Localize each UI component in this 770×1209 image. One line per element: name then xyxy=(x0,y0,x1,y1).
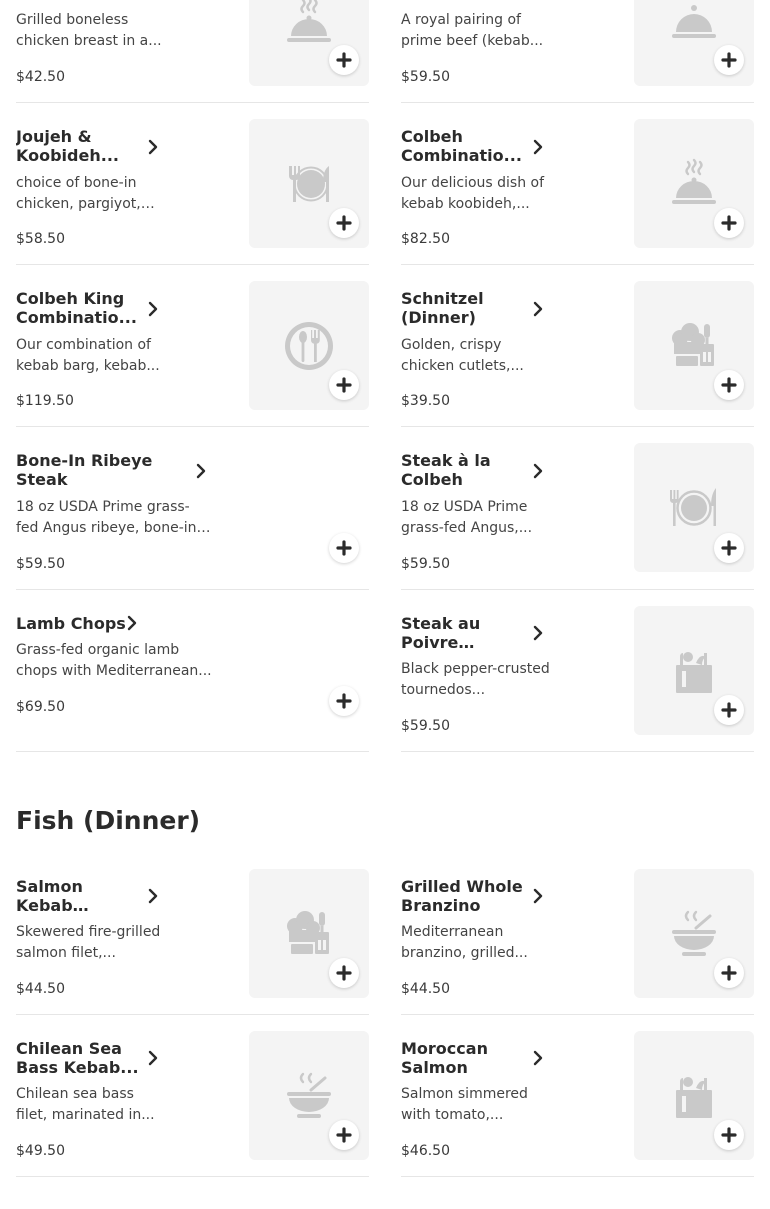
add-to-cart-button[interactable] xyxy=(329,208,359,238)
chevron-right-icon xyxy=(528,1048,548,1068)
item-title: Joujeh & Koobideh... xyxy=(16,127,119,165)
plus-icon xyxy=(336,377,352,393)
item-title: Schnitzel (Dinner) xyxy=(401,289,484,327)
add-to-cart-button[interactable] xyxy=(329,533,359,563)
cloche-icon xyxy=(666,0,722,50)
add-to-cart-button[interactable] xyxy=(329,1120,359,1150)
menu-item-card[interactable] xyxy=(401,1031,754,1177)
chef-hat-icon xyxy=(666,318,722,374)
add-to-cart-button[interactable] xyxy=(329,686,359,716)
plus-icon xyxy=(721,702,737,718)
plus-icon xyxy=(336,1127,352,1143)
item-description: 18 oz USDA Prime grass-fed Angus ribeye, bone-in xyxy=(16,499,197,536)
item-description: Grilled boneless chicken breast in a... xyxy=(16,12,162,49)
menu-item-card[interactable] xyxy=(16,869,369,1015)
item-price: $59.50 xyxy=(401,556,450,572)
chevron-right-icon xyxy=(143,1048,163,1068)
menu-item-card[interactable] xyxy=(16,606,369,752)
menu-item-card[interactable] xyxy=(401,281,754,427)
grocery-bag-icon xyxy=(666,1068,722,1124)
chevron-right-icon xyxy=(143,299,163,319)
menu-item-card[interactable] xyxy=(16,0,369,103)
chevron-right-icon xyxy=(143,886,163,906)
chevron-right-icon xyxy=(528,137,548,157)
menu-item-card[interactable] xyxy=(16,281,369,427)
chevron-right-icon xyxy=(122,613,142,633)
add-to-cart-button[interactable] xyxy=(714,533,744,563)
menu-item-card[interactable] xyxy=(401,606,754,752)
item-description: 18 oz USDA Prime grass-fed Angus,... xyxy=(401,499,533,536)
item-price: $39.50 xyxy=(401,393,450,409)
menu-item-card[interactable] xyxy=(16,443,369,590)
item-description: Salmon simmered with tomato,... xyxy=(401,1086,528,1123)
plus-icon xyxy=(721,1127,737,1143)
item-title: Moroccan Salmon xyxy=(401,1039,488,1077)
add-to-cart-button[interactable] xyxy=(329,45,359,75)
add-to-cart-button[interactable] xyxy=(714,958,744,988)
item-title: Steak au Poivre xyxy=(401,614,481,652)
item-price: $119.50 xyxy=(16,393,74,409)
add-to-cart-button[interactable] xyxy=(329,370,359,400)
menu-item-card[interactable] xyxy=(401,443,754,590)
item-price: $44.50 xyxy=(401,981,450,997)
soup-bowl-icon xyxy=(666,906,722,962)
item-description: Our combination of kebab barg, kebab... xyxy=(16,337,160,374)
soup-bowl-icon xyxy=(281,1068,337,1124)
chevron-right-icon xyxy=(528,461,548,481)
item-title: Salmon Kebab xyxy=(16,877,83,915)
item-price: $49.50 xyxy=(16,1143,65,1159)
chevron-right-icon xyxy=(143,137,163,157)
plus-icon xyxy=(336,693,352,709)
plate-cutlery-icon xyxy=(281,156,337,212)
plus-icon xyxy=(721,215,737,231)
plus-icon xyxy=(721,540,737,556)
item-description: Golden, crispy chicken cutlets,... xyxy=(401,337,524,374)
chevron-right-icon xyxy=(191,461,211,481)
item-title: Colbeh King Combinatio... xyxy=(16,289,137,327)
item-title: Bone-In Ribeye Steak xyxy=(16,451,153,489)
add-to-cart-button[interactable] xyxy=(714,208,744,238)
item-price: $46.50 xyxy=(401,1143,450,1159)
menu-item-card[interactable] xyxy=(401,869,754,1015)
item-price: $42.50 xyxy=(16,69,65,85)
chef-hat-icon xyxy=(281,906,337,962)
grocery-bag-icon xyxy=(666,643,722,699)
add-to-cart-button[interactable] xyxy=(714,45,744,75)
chevron-right-icon xyxy=(528,886,548,906)
add-to-cart-button[interactable] xyxy=(714,370,744,400)
add-to-cart-button[interactable] xyxy=(329,958,359,988)
chevron-right-icon xyxy=(528,299,548,319)
plus-icon xyxy=(721,52,737,68)
plus-icon xyxy=(336,965,352,981)
plus-icon xyxy=(721,965,737,981)
item-description: Chilean sea bass filet, marinated in... xyxy=(16,1086,155,1123)
item-price: $59.50 xyxy=(401,718,450,734)
menu-item-card[interactable] xyxy=(16,1031,369,1177)
add-to-cart-button[interactable] xyxy=(714,1120,744,1150)
cloche-steam-icon xyxy=(281,0,337,50)
item-description: Grass-fed organic lamb chops with Mediterranean... xyxy=(16,642,212,679)
cloche-steam-icon xyxy=(666,156,722,212)
plus-icon xyxy=(336,52,352,68)
plus-icon xyxy=(336,540,352,556)
plus-icon xyxy=(336,215,352,231)
item-title: Lamb Chops xyxy=(16,614,126,633)
section-title-fish: Fish (Dinner) xyxy=(16,806,201,835)
item-title: Chilean Sea Bass Kebab... xyxy=(16,1039,139,1077)
item-description: choice of bone-in chicken, pargiyot, xyxy=(16,175,141,212)
item-price: $59.50 xyxy=(16,556,65,572)
item-price: $58.50 xyxy=(16,231,65,247)
plate-fork-knife-icon xyxy=(666,480,722,536)
item-title: Steak à la Colbeh xyxy=(401,451,491,489)
menu-item-card[interactable] xyxy=(401,119,754,265)
item-description: Black pepper-crusted tournedos... xyxy=(401,661,550,698)
spoon-fork-circle-icon xyxy=(281,318,337,374)
menu-item-card[interactable] xyxy=(16,119,369,265)
item-description: Mediterranean branzino, grilled... xyxy=(401,924,528,961)
chevron-right-icon xyxy=(528,623,548,643)
item-description: A royal pairing of prime beef (kebab... xyxy=(401,12,544,49)
item-price: $82.50 xyxy=(401,231,450,247)
plus-icon xyxy=(721,377,737,393)
item-price: $69.50 xyxy=(16,699,65,715)
add-to-cart-button[interactable] xyxy=(714,695,744,725)
item-description: Skewered fire-grilled salmon filet,... xyxy=(16,924,161,961)
item-price: $44.50 xyxy=(16,981,65,997)
item-title: Grilled Whole Branzino xyxy=(401,877,523,915)
item-description: Our delicious dish of kebab koobideh,... xyxy=(401,175,545,212)
item-price: $59.50 xyxy=(401,69,450,85)
menu-item-card[interactable] xyxy=(401,0,754,103)
item-title: Colbeh Combinatio... xyxy=(401,127,522,165)
